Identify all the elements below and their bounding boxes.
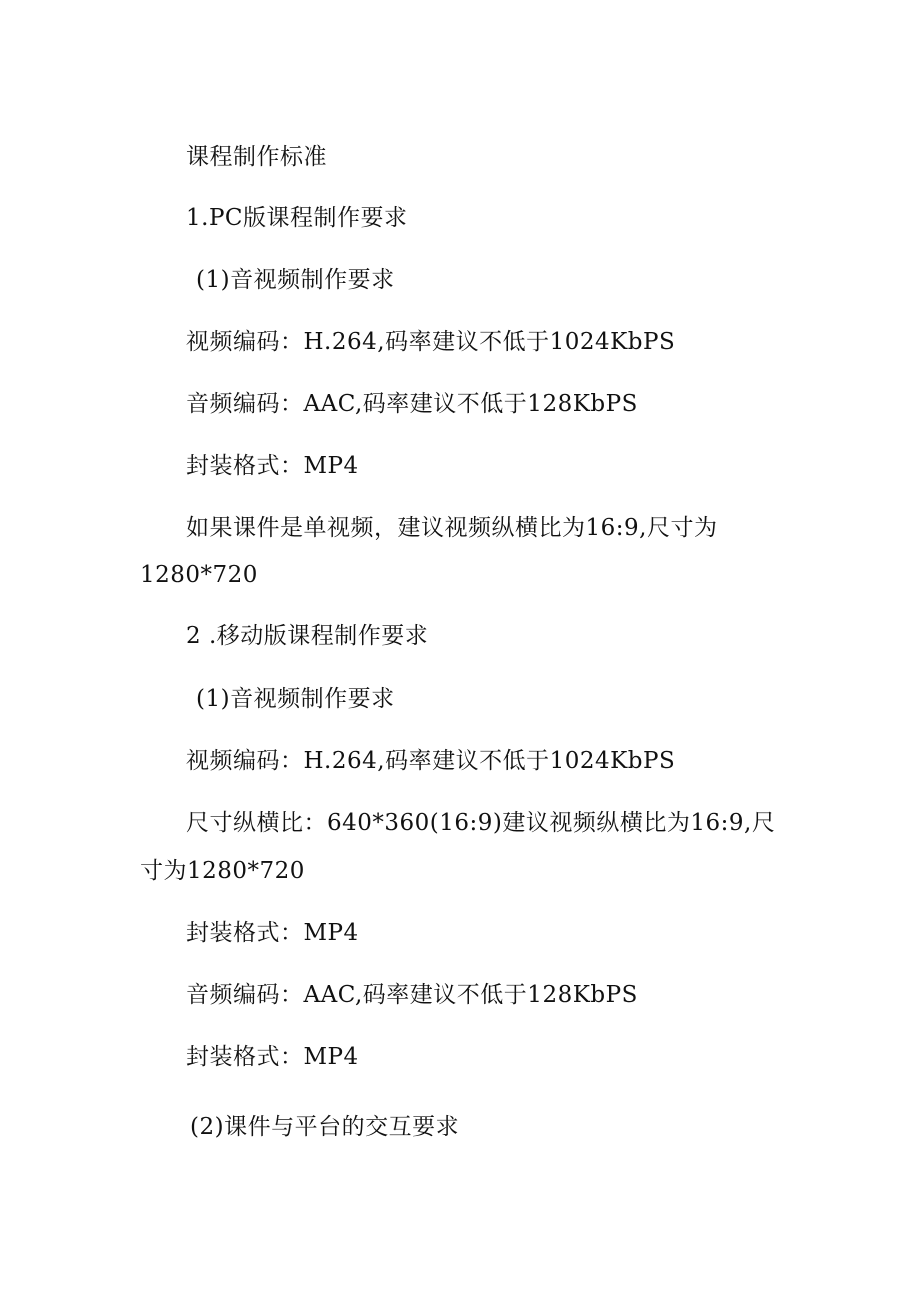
mobile-section-heading: 2 .移动版课程制作要求 [186, 623, 429, 649]
mobile-audio-codec-text: 音频编码：AAC,码率建议不低于128KbPS [186, 982, 638, 1008]
mobile-size-ratio-line-2: 寸为1280*720 [140, 858, 305, 884]
mobile-container-format-text-2: 封装格式：MP4 [186, 1044, 359, 1070]
pc-video-codec-text: 视频编码：H.264,码率建议不低于1024KbPS [186, 329, 676, 355]
pc-audio-codec-text: 音频编码：AAC,码率建议不低于128KbPS [186, 391, 638, 417]
mobile-size-ratio-line-1: 尺寸纵横比：640*360(16:9)建议视频纵横比为16:9,尺 [186, 810, 776, 836]
mobile-av-subheading: (1)音视频制作要求 [196, 686, 395, 712]
pc-aspect-note-line-1: 如果课件是单视频，建议视频纵横比为16:9,尺寸为 [186, 515, 718, 541]
pc-section-heading: 1.PC版课程制作要求 [186, 205, 408, 231]
interaction-requirements-heading: (2)课件与平台的交互要求 [190, 1114, 460, 1140]
mobile-container-format-text-1: 封装格式：MP4 [186, 920, 359, 946]
mobile-video-codec-text: 视频编码：H.264,码率建议不低于1024KbPS [186, 748, 676, 774]
pc-container-format-text: 封装格式：MP4 [186, 453, 359, 479]
pc-av-subheading: (1)音视频制作要求 [196, 267, 395, 293]
pc-aspect-note-line-2: 1280*720 [140, 562, 258, 588]
document-title: 课程制作标准 [186, 144, 327, 170]
